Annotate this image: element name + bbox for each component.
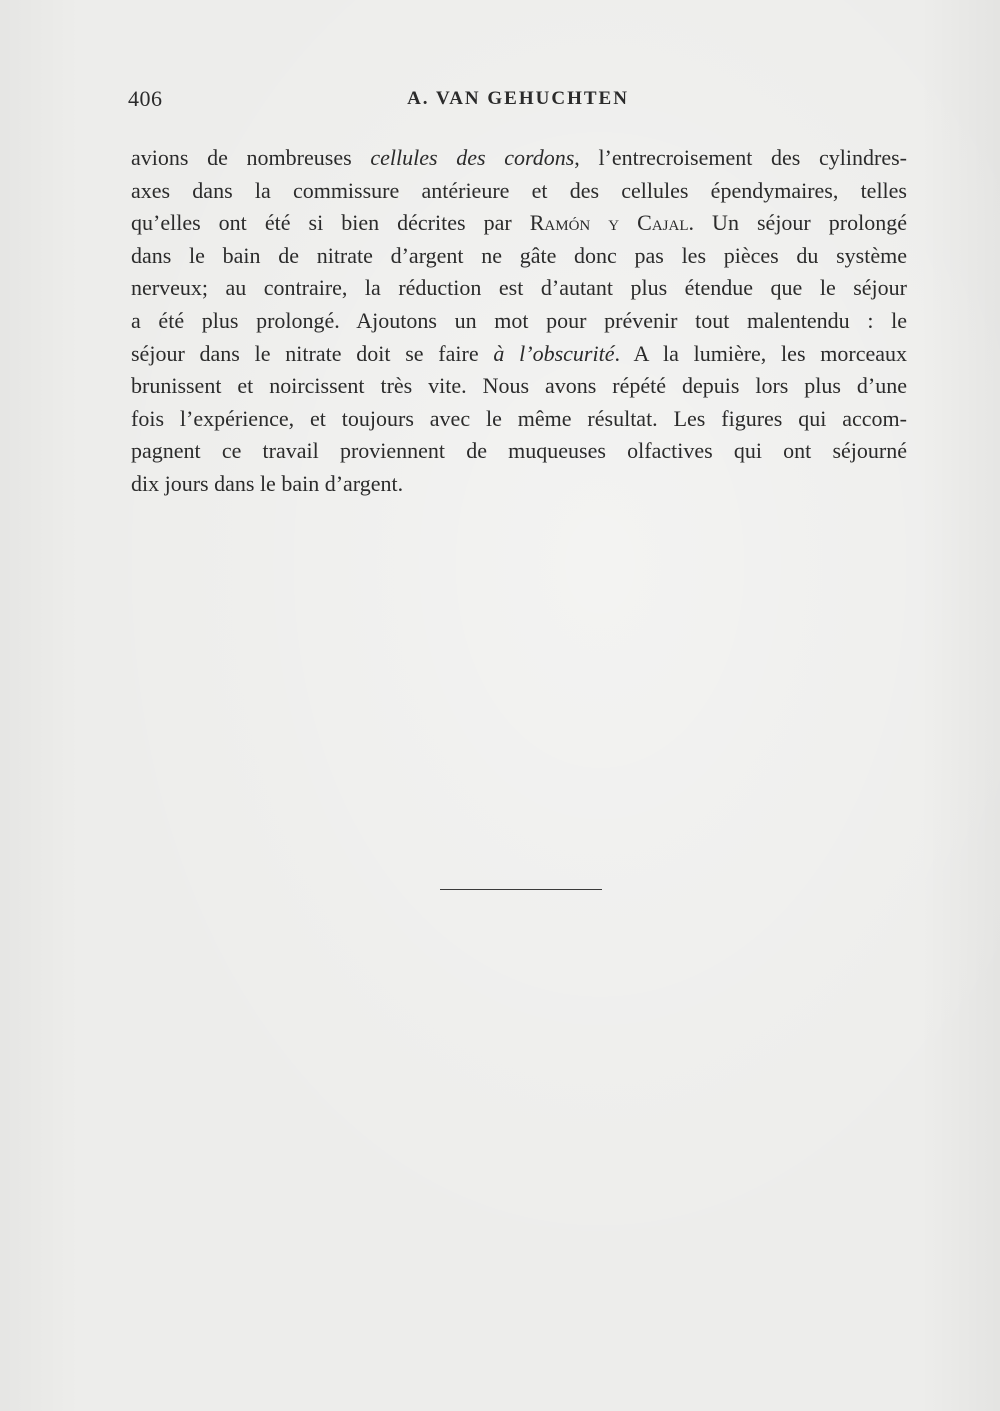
author-name-smallcaps: Ramón y Cajal	[529, 210, 689, 236]
italic-span: cellules des cordons	[370, 145, 575, 170]
text-span: séjour dans le nitrate doit se faire	[131, 340, 494, 366]
text-line: brunissent et noircissent très vite. Nous avons répété depuis lors plus d’une	[131, 373, 907, 399]
italic-span: à l’obscurité	[493, 340, 615, 366]
text-line: axes dans la commissure antérieure et des cellules épendymaires, telles	[131, 177, 907, 203]
page-number: 406	[128, 86, 163, 111]
running-head: A. VAN GEHUCHTEN	[407, 88, 629, 109]
text-line	[131, 207, 907, 240]
text-span: , l’entrecroisement des cylindres-	[574, 145, 908, 170]
text-span: avions de nombreuses	[131, 145, 371, 170]
text-line: pagnent ce travail proviennent de muqueuses olfactives qui ont séjourné	[131, 438, 907, 464]
text-line: dans le bain de nitrate d’argent ne gâte donc pas les pièces du système	[131, 242, 907, 268]
text-span: qu’elles ont été si bien décrites par	[131, 210, 530, 236]
page-header	[128, 84, 908, 114]
text-line: nerveux; au contraire, la réduction est d’autant plus étendue que le séjour	[131, 275, 907, 301]
section-end-rule	[440, 889, 602, 890]
text-line: dix jours dans le bain d’argent.	[131, 470, 404, 496]
text-line	[131, 142, 907, 175]
text-line: a été plus prolongé. Ajoutons un mot pour prévenir tout malentendu : le	[131, 307, 907, 333]
text-span: . Un séjour prolongé	[688, 210, 907, 236]
text-span: . A la lumière, les morceaux	[614, 340, 907, 366]
body-paragraph	[131, 142, 907, 501]
text-line: fois l’expérience, et toujours avec le même résultat. Les figures qui accom-	[131, 405, 907, 431]
text-line	[131, 338, 907, 371]
